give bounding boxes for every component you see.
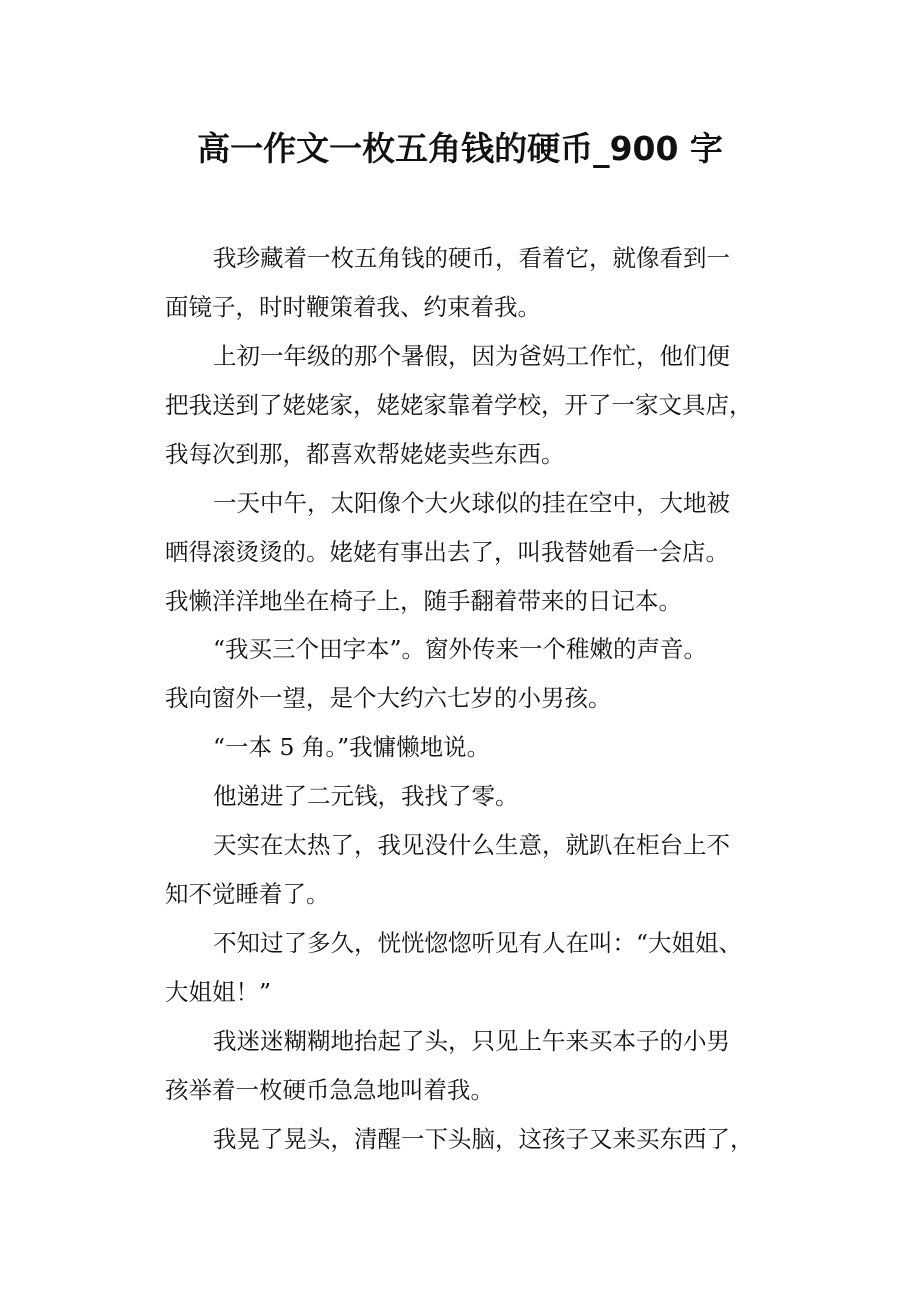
text-line: 我向窗外一望，是个大约六七岁的小男孩。 xyxy=(165,684,612,712)
text-line: 我懒洋洋地坐在椅子上，随手翻着带来的日记本。 xyxy=(165,587,682,615)
text-line: 不知过了多久，恍恍惚惚听见有人在叫：“大姐姐、 xyxy=(213,929,743,957)
text-line: 我每次到那，都喜欢帮姥姥卖些东西。 xyxy=(165,440,565,468)
text-line: 孩举着一枚硬币急急地叫着我。 xyxy=(165,1076,494,1104)
document-title: 高一作文一枚五角钱的硬币_900 字 xyxy=(197,129,723,168)
text-line: 面镜子，时时鞭策着我、约束着我。 xyxy=(165,293,541,321)
text-line: 我晃了晃头，清醒一下头脑，这孩子又来买东西了， xyxy=(213,1125,754,1153)
text-line: “一本 5 角。”我慵懒地说。 xyxy=(213,733,491,761)
text-line: 一天中午，太阳像个大火球似的挂在空中，大地被 xyxy=(213,489,730,517)
text-line: 知不觉睡着了。 xyxy=(165,880,330,908)
text-line: 把我送到了姥姥家，姥姥家靠着学校，开了一家文具店， xyxy=(165,391,753,419)
text-line: 我珍藏着一枚五角钱的硬币，看着它，就像看到一 xyxy=(213,244,730,272)
text-line: 上初一年级的那个暑假，因为爸妈工作忙，他们便 xyxy=(213,342,730,370)
text-line: 大姐姐！” xyxy=(165,978,272,1006)
text-line: 我迷迷糊糊地抬起了头，只见上午来买本子的小男 xyxy=(213,1027,730,1055)
text-line: 他递进了二元钱，我找了零。 xyxy=(213,782,519,810)
text-line: 晒得滚烫烫的。姥姥有事出去了，叫我替她看一会店。 xyxy=(165,538,729,566)
text-line: 天实在太热了，我见没什么生意，就趴在柜台上不 xyxy=(213,831,730,859)
text-line: “我买三个田字本”。窗外传来一个稚嫩的声音。 xyxy=(213,635,708,663)
